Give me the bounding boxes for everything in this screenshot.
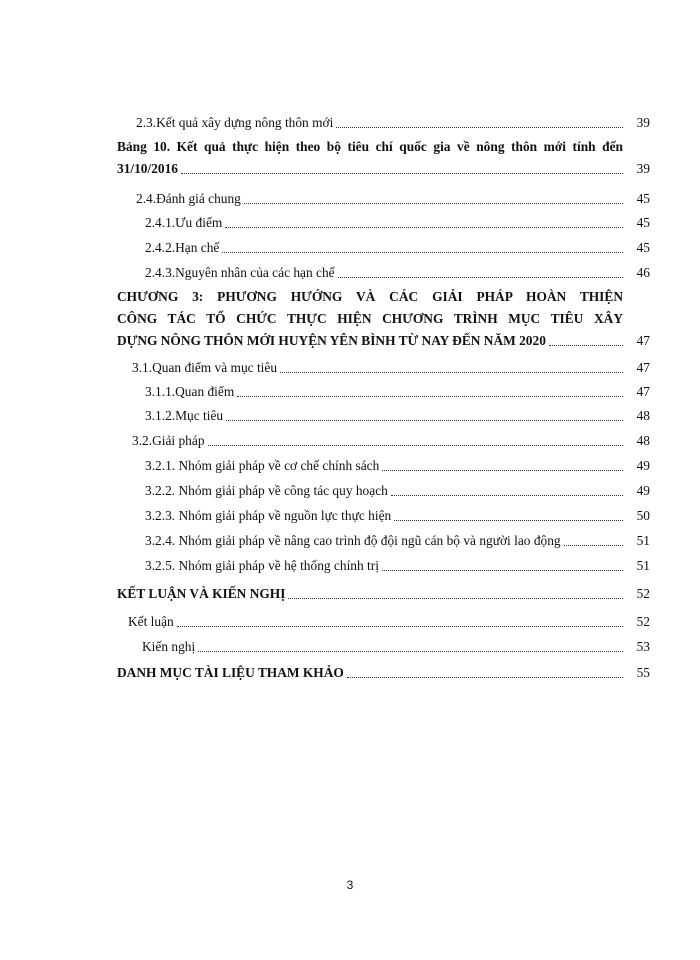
toc-entry-title: 2.4.2.Hạn chế xyxy=(145,240,220,255)
dot-leader xyxy=(564,544,623,546)
dot-leader xyxy=(198,650,623,652)
toc-entry xyxy=(145,480,650,502)
toc-page-number: 49 xyxy=(636,483,650,498)
toc-page-number: 39 xyxy=(636,161,650,176)
dot-leader xyxy=(382,469,623,471)
dot-leader xyxy=(237,395,623,397)
dot-leader xyxy=(288,597,623,599)
toc-page-number: 52 xyxy=(636,586,650,601)
toc-page-number: 47 xyxy=(636,360,650,375)
toc-entry-title: 3.2.3. Nhóm giải pháp về nguồn lực thực hiện xyxy=(145,508,392,523)
toc-entry-title: 2.3.Kết quả xây dựng nông thôn mới xyxy=(136,115,334,130)
toc-entry-title: Bảng 10. Kết quả thực hiện theo bộ tiêu chí quốc gia về nông thôn mới tính đến xyxy=(117,139,623,154)
toc-entry xyxy=(145,212,650,234)
toc-entry xyxy=(117,136,650,180)
toc-entry-title: 3.2.2. Nhóm giải pháp về công tác quy hoạch xyxy=(145,483,388,498)
dot-leader xyxy=(347,676,623,678)
dot-leader xyxy=(394,519,623,521)
toc-entry xyxy=(136,112,650,134)
toc-entry xyxy=(145,530,650,552)
dot-leader xyxy=(338,276,623,278)
toc-entry-title: CHƯƠNG 3: PHƯƠNG HƯỚNG VÀ CÁC GIẢI PHÁP HOÀN THIỆN xyxy=(117,289,623,304)
dot-leader xyxy=(208,444,623,446)
dot-leader xyxy=(382,569,623,571)
toc-page-number: 47 xyxy=(636,384,650,399)
toc-page-number: 50 xyxy=(636,508,650,523)
dot-leader xyxy=(336,126,623,128)
toc-entry-title: DỰNG NÔNG THÔN MỚI HUYỆN YÊN BÌNH TỪ NAY ĐẾN NĂM 2020 xyxy=(117,333,546,348)
dot-leader xyxy=(226,419,623,421)
toc-entry xyxy=(145,381,650,403)
toc-entry-title: Kiến nghị xyxy=(142,639,196,654)
toc-page-number: 39 xyxy=(636,115,650,130)
toc-entry-title: 31/10/2016 xyxy=(117,161,179,176)
dot-leader xyxy=(391,494,623,496)
toc-page-number: 51 xyxy=(636,533,650,548)
dot-leader xyxy=(280,371,623,373)
toc-entry xyxy=(136,188,650,210)
toc-page-number: 45 xyxy=(636,240,650,255)
toc-entry xyxy=(145,505,650,527)
toc-entry-title: Kết luận xyxy=(128,614,174,629)
dot-leader xyxy=(177,625,623,627)
toc-entry xyxy=(117,286,650,352)
dot-leader xyxy=(181,172,623,174)
toc-entry xyxy=(145,237,650,259)
dot-leader xyxy=(225,226,623,228)
toc-entry-title: 3.2.1. Nhóm giải pháp về cơ chế chính sách xyxy=(145,458,380,473)
toc-entry-title: 3.2.5. Nhóm giải pháp về hệ thống chính trị xyxy=(145,558,379,573)
toc-page-number: 52 xyxy=(636,614,650,629)
toc-page-number: 51 xyxy=(636,558,650,573)
toc-page-number: 49 xyxy=(636,458,650,473)
toc-entry-title: 2.4.3.Nguyên nhân của các hạn chế xyxy=(145,265,335,280)
toc-page-number: 45 xyxy=(636,215,650,230)
toc-entry xyxy=(117,662,650,684)
toc-entry-title: CÔNG TÁC TỔ CHỨC THỰC HIỆN CHƯƠNG TRÌNH MỤC TIÊU XÂY xyxy=(117,311,623,326)
toc-entry xyxy=(128,611,650,633)
toc-entry-title: KẾT LUẬN VÀ KIẾN NGHỊ xyxy=(117,586,286,601)
toc-entry-title: 3.1.2.Mục tiêu xyxy=(145,408,224,423)
toc-entry xyxy=(132,430,650,452)
toc-entry xyxy=(132,357,650,379)
toc-entry-title: DANH MỤC TÀI LIỆU THAM KHẢO xyxy=(117,665,344,680)
toc-page-number: 55 xyxy=(636,665,650,680)
page-number: 3 xyxy=(346,878,354,892)
toc-entry-title: 3.1.1.Quan điểm xyxy=(145,384,235,399)
toc-page-number: 53 xyxy=(636,639,650,654)
toc-entry xyxy=(142,636,650,658)
toc-entry xyxy=(145,455,650,477)
toc-entry-title: 2.4.1.Ưu điểm xyxy=(145,215,223,230)
toc-entry-title: 2.4.Đánh giá chung xyxy=(136,191,241,206)
toc-entry-title: 3.2.4. Nhóm giải pháp về nâng cao trình độ đội ngũ cán bộ và người lao động xyxy=(145,533,561,548)
toc-page-number: 47 xyxy=(636,333,650,348)
toc-entry-title: 3.2.Giải pháp xyxy=(132,433,205,448)
toc-page-number: 45 xyxy=(636,191,650,206)
toc-entry-title: 3.1.Quan điểm và mục tiêu xyxy=(132,360,278,375)
dot-leader xyxy=(222,251,623,253)
toc-page-number: 48 xyxy=(636,408,650,423)
dot-leader xyxy=(244,202,623,204)
toc-page-number: 48 xyxy=(636,433,650,448)
toc-entry xyxy=(145,555,650,577)
toc-page-number: 46 xyxy=(636,265,650,280)
dot-leader xyxy=(549,344,623,346)
toc-entry xyxy=(117,583,650,605)
toc-entry xyxy=(145,405,650,427)
toc-entry xyxy=(145,262,650,284)
